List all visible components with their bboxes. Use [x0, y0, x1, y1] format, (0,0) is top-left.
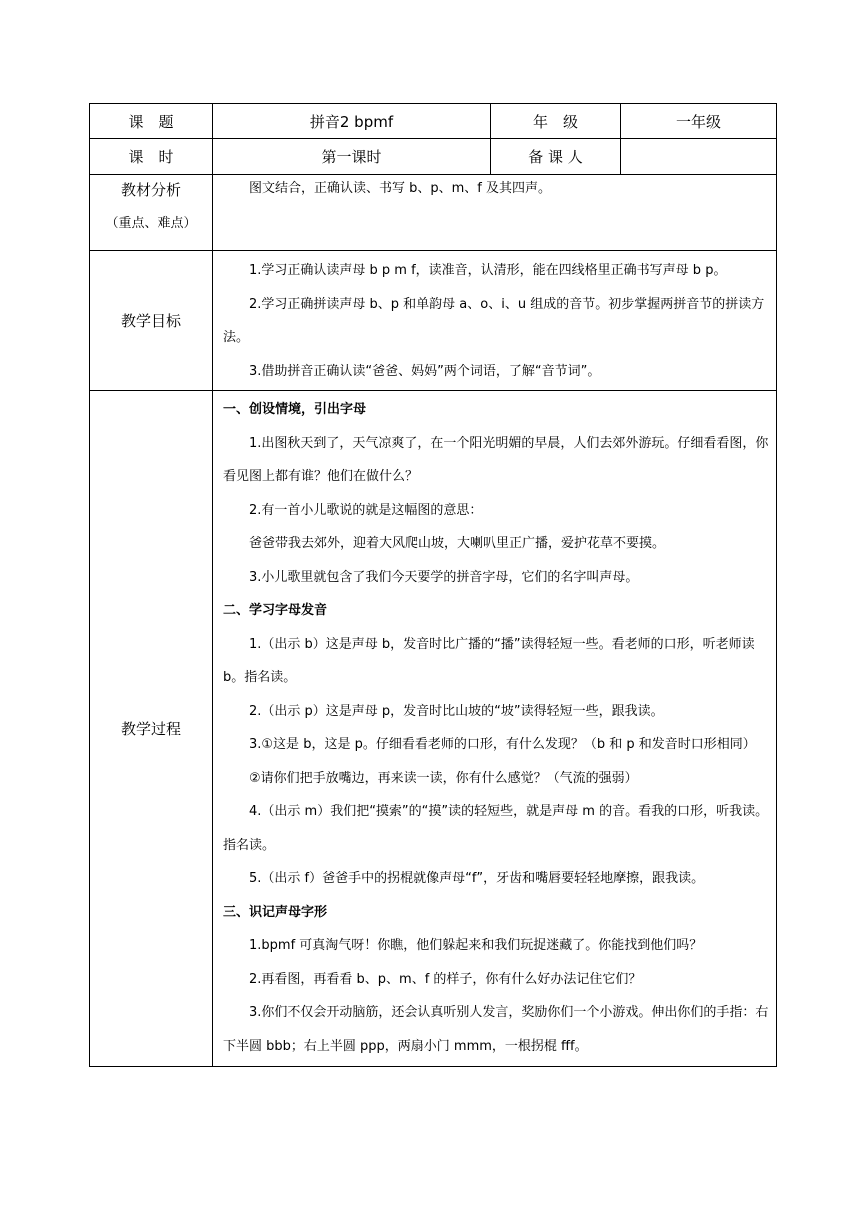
process-heading: 二、学习字母发音: [223, 603, 328, 618]
period-label: 课 时: [90, 139, 213, 175]
process-cell: [213, 391, 777, 1067]
goal-item: 1.学习正确认读声母 b p m f，读准音，认清形，能在四线格里正确书写声母 b p。: [249, 263, 727, 278]
topic-label: 课 题: [90, 104, 213, 139]
process-heading: 三、识记声母字形: [223, 904, 328, 920]
process-heading: 一、创设情境，引出字母: [223, 402, 367, 417]
teacher-label: 备 课 人: [491, 139, 621, 175]
grade-label: 年 级: [491, 104, 621, 139]
process-line: 1.bpmf 可真淘气呀！你瞧，他们躲起来和我们玩捉迷藏了。你能找到他们吗？: [249, 938, 703, 953]
teacher-value: [621, 139, 777, 175]
process-line: ②请你们把手放嘴边，再来读一读，你有什么感觉？（气流的强弱）: [249, 770, 638, 786]
analysis-text: 图文结合，正确认读、书写 b、p、m、f 及其四声。: [249, 181, 552, 196]
lesson-plan-table: [89, 103, 777, 1067]
process-line: 5.（出示 f）爸爸手中的拐棍就像声母“f”，牙齿和嘴唇要轻轻地摩擦，跟我读。: [249, 871, 705, 886]
goals-label: 教学目标: [90, 251, 213, 391]
process-row: [90, 391, 777, 1067]
analysis-sublabel: （重点、难点）: [105, 216, 197, 231]
process-line: 3.小儿歌里就包含了我们今天要学的拼音字母，它们的名字叫声母。: [249, 569, 639, 585]
goal-item: 3.借助拼音正确认读“爸爸、妈妈”两个词语，了解“音节词”。: [249, 363, 601, 379]
process-line: 2.有一首小儿歌说的就是这幅图的意思：: [249, 502, 483, 518]
process-label: 教学过程: [90, 391, 213, 1067]
analysis-label-cell: [90, 175, 213, 251]
period-row: [90, 139, 777, 175]
process-line: 3.①这是 b，这是 p。仔细看看老师的口形，有什么发现？（b 和 p 和发音时口形相同）: [249, 737, 756, 752]
topic-row: [90, 104, 777, 139]
period-value: 第一课时: [213, 139, 491, 175]
goals-row: [90, 251, 777, 391]
topic-value: 拼音2 bpmf: [213, 104, 491, 139]
process-line: 4.（出示 m）我们把“摸索”的“摸”读的轻短些，就是声母 m 的音。看我的口形，听我读。指名读。: [223, 804, 769, 853]
goals-cell: [213, 251, 777, 391]
analysis-label: 教材分析: [120, 181, 181, 199]
process-line: 1.出图秋天到了，天气凉爽了，在一个阳光明媚的早晨，人们去郊外游玩。仔细看看图，你看见图上都有谁？他们在做什么？: [223, 435, 769, 484]
process-line: 3.你们不仅会开动脑筋，还会认真听别人发言，奖励你们一个小游戏。伸出你们的手指：右下半圆 bbb；右上半圆 ppp，两扇小门 mmm，一根拐棍 fff。: [223, 1005, 769, 1054]
process-line: 2.再看图，再看看 b、p、m、f 的样子，你有什么好办法记住它们？: [249, 971, 642, 987]
process-line: 1.（出示 b）这是声母 b，发音时比广播的“播”读得轻短一些。看老师的口形，听老师读 b。指名读。: [223, 636, 755, 685]
process-line: 2.（出示 p）这是声母 p，发音时比山坡的“坡”读得轻短一些，跟我读。: [249, 703, 664, 719]
analysis-row: [90, 175, 777, 251]
goal-item: 2.学习正确拼读声母 b、p 和单韵母 a、o、i、u 组成的音节。初步掌握两拼音节的拼读方法。: [223, 296, 765, 345]
grade-value: 一年级: [621, 104, 777, 139]
analysis-text-cell: [213, 175, 777, 251]
process-line: 爸爸带我去郊外，迎着大风爬山坡，大喇叭里正广播，爱护花草不要摸。: [249, 536, 666, 551]
